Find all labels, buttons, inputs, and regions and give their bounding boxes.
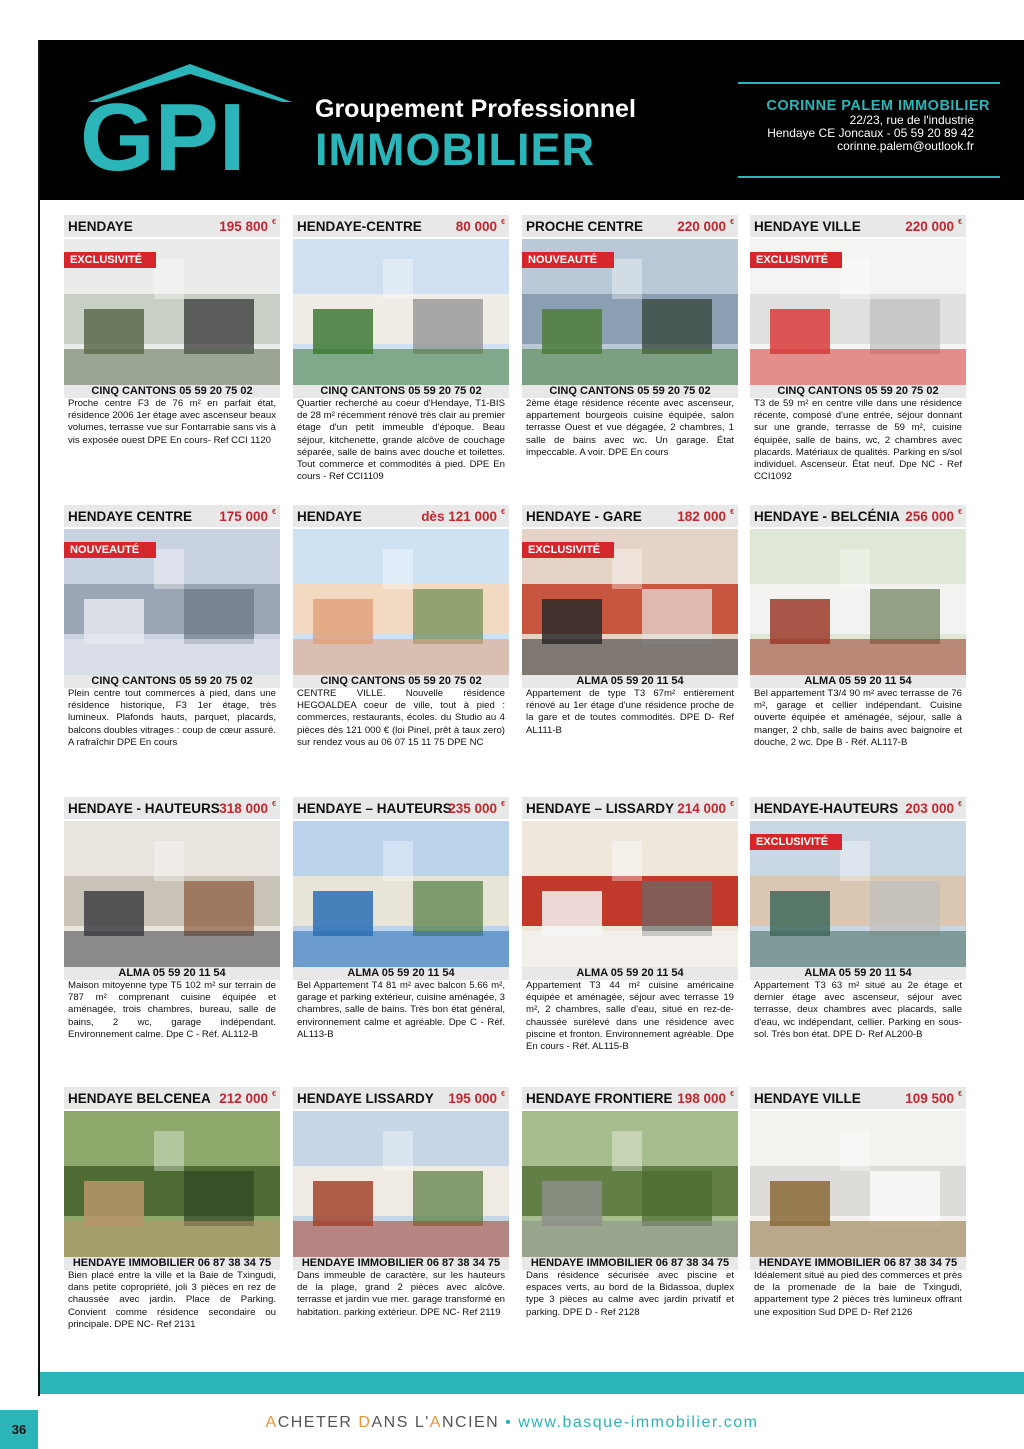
listing-photo[interactable] (522, 821, 738, 967)
listing-photo[interactable] (64, 529, 280, 675)
listing-header (64, 797, 280, 819)
property-photo-scene (64, 821, 280, 967)
listing-description: Appartement de type T3 67m² entièrement rénové au 1er étage d'une résidence proche de la gare et de toutes commodités. DPE D- Ref AL111-B (526, 688, 734, 736)
listing-price (677, 509, 734, 524)
listing-card[interactable] (64, 215, 280, 447)
listing-contact: ALMA 05 59 20 11 54 (750, 967, 966, 980)
listing-price-value: 235 000 (448, 801, 497, 816)
agency-city-phone[interactable]: Hendaye CE Joncaux - 05 59 20 89 42 (767, 126, 974, 140)
currency-mark: € (272, 1091, 276, 1098)
listing-price-value: 195 800 (219, 219, 268, 234)
website-link[interactable]: www.basque-immobilier.com (518, 1414, 759, 1431)
page-number: 36 (0, 1410, 38, 1449)
listing-description: Dans résidence sécurisée avec piscine et espaces verts, au bord de la Bidassoa, duplex type 3 pièces au calme avec jardin privatif et parking. DPE D - Ref 2128 (526, 1270, 734, 1318)
listing-card[interactable] (293, 797, 509, 1041)
listing-price-value: 318 000 (219, 801, 268, 816)
listing-card[interactable] (750, 505, 966, 749)
listing-city: HENDAYE-CENTRE (297, 219, 422, 234)
listing-city: PROCHE CENTRE (526, 219, 644, 234)
listing-city: HENDAYE (297, 509, 362, 524)
listing-badge: NOUVEAUTÉ (522, 252, 614, 268)
listing-card[interactable] (522, 1087, 738, 1319)
listing-city: HENDAYE – LISSARDY (526, 801, 675, 816)
listing-price (219, 801, 276, 816)
tag-c: D (358, 1414, 372, 1431)
listing-price (905, 219, 962, 234)
currency-mark: € (958, 1091, 962, 1098)
listing-header (522, 215, 738, 237)
listing-city: HENDAYE – HAUTEURS (297, 801, 452, 816)
listing-contact: ALMA 05 59 20 11 54 (522, 967, 738, 980)
currency-mark: € (501, 509, 505, 516)
listing-photo[interactable] (522, 1111, 738, 1257)
listing-photo[interactable] (293, 821, 509, 967)
listing-price-value: 203 000 (905, 801, 954, 816)
listing-badge: EXCLUSIVITÉ (64, 252, 156, 268)
currency-mark: € (272, 801, 276, 808)
gpi-house-logo-icon (78, 62, 303, 174)
listing-price-value: 175 000 (219, 509, 268, 524)
listing-price (905, 509, 962, 524)
listing-price (677, 801, 734, 816)
listing-badge: EXCLUSIVITÉ (522, 542, 614, 558)
currency-mark: € (730, 509, 734, 516)
listing-header (64, 1087, 280, 1109)
listing-photo[interactable] (293, 1111, 509, 1257)
property-photo-scene (293, 821, 509, 967)
currency-mark: € (272, 509, 276, 516)
listing-description: Proche centre F3 de 76 m² en parfait état, résidence 2006 1er étage avec ascenseur beaux volumes, terrasse vue sur Fontarrabie sans vis à vis exposée ouest DPE En cours- Ref CCI 1120 (68, 398, 276, 446)
listing-contact: ALMA 05 59 20 11 54 (64, 967, 280, 980)
footer-tagline (0, 1414, 1024, 1432)
listing-price-value: 220 000 (905, 219, 954, 234)
listing-price (455, 219, 505, 234)
listing-contact: CINQ CANTONS 05 59 20 75 02 (64, 385, 280, 398)
listing-card[interactable] (522, 215, 738, 459)
listing-price-value: 195 000 (448, 1091, 497, 1106)
listing-header (293, 1087, 509, 1109)
property-photo-scene (750, 529, 966, 675)
listing-city: HENDAYE - HAUTEURS (68, 801, 220, 816)
listing-photo[interactable] (64, 1111, 280, 1257)
listing-description: Plein centre tout commerces à pied, dans une résidence historique, F3 1er étage, très lumineux. Plafonds hauts, parquet, placards, balcons doubles vitrages : coup de cœur assuré. A rafraîchir DPE En cours (68, 688, 276, 748)
currency-mark: € (958, 219, 962, 226)
listing-header (750, 797, 966, 819)
listing-price-value: 198 000 (677, 1091, 726, 1106)
listing-contact: HENDAYE IMMOBILIER 06 87 38 34 75 (293, 1257, 509, 1270)
listing-header (64, 505, 280, 527)
listing-contact: CINQ CANTONS 05 59 20 75 02 (64, 675, 280, 688)
tag-sep: • (499, 1414, 519, 1431)
tag-d: ANS L' (371, 1414, 430, 1431)
listing-price-value: 212 000 (219, 1091, 268, 1106)
listing-price-value: 80 000 (455, 219, 497, 234)
listing-city: HENDAYE CENTRE (68, 509, 193, 524)
listing-contact: ALMA 05 59 20 11 54 (293, 967, 509, 980)
logo-text: GPI (80, 84, 246, 174)
listing-card[interactable] (293, 1087, 509, 1319)
tag-b: CHETER (277, 1414, 359, 1431)
listing-price (219, 1091, 276, 1106)
listing-card[interactable] (522, 505, 738, 737)
listing-city: HENDAYE (68, 219, 133, 234)
currency-mark: € (730, 1091, 734, 1098)
currency-mark: € (501, 801, 505, 808)
listing-contact: HENDAYE IMMOBILIER 06 87 38 34 75 (750, 1257, 966, 1270)
listing-photo[interactable] (522, 529, 738, 675)
currency-mark: € (272, 219, 276, 226)
listing-price-value: 214 000 (677, 801, 726, 816)
listing-card[interactable] (750, 215, 966, 483)
listing-price (219, 219, 276, 234)
currency-mark: € (730, 219, 734, 226)
listing-price (677, 219, 734, 234)
listing-city: HENDAYE - BELCÉNIA (754, 509, 900, 524)
listing-card[interactable] (750, 797, 966, 1041)
listing-card[interactable] (750, 1087, 966, 1319)
listing-price-value: 109 500 (905, 1091, 954, 1106)
listing-city: HENDAYE - GARE (526, 509, 642, 524)
listing-contact: CINQ CANTONS 05 59 20 75 02 (293, 675, 509, 688)
listing-photo[interactable] (64, 239, 280, 385)
listing-contact: CINQ CANTONS 05 59 20 75 02 (522, 385, 738, 398)
listing-description: CENTRE VILLE. Nouvelle résidence HEGOALDEA coeur de ville, tout à pied : commerces, restaurants, écoles. du Studio au 4 pièces dès 121 000 € (loi Pinel, prêt à taux zero) sur rendez vous au 06 07 15 11 75 DPE NC (297, 688, 505, 748)
listing-contact: CINQ CANTONS 05 59 20 75 02 (293, 385, 509, 398)
listing-header (750, 505, 966, 527)
brand-line1: Groupement Professionnel (315, 95, 636, 123)
currency-mark: € (958, 801, 962, 808)
listing-contact: HENDAYE IMMOBILIER 06 87 38 34 75 (522, 1257, 738, 1270)
listing-city: HENDAYE VILLE (754, 1091, 861, 1106)
listing-card[interactable] (64, 1087, 280, 1331)
listing-description: T3 de 59 m² en centre ville dans une résidence récente, composé d'une entrée, séjour donnant sur une grande, terrasse de 59 m², cuisine équipée, salle de bains, wc, 2 chambres avec placards. Matériaux de qualités. Parking en s/sol individuel. Ascenseur. État neuf. Dpe NC - Ref CCI1092 (754, 398, 962, 483)
listing-description: Maison mitoyenne type T5 102 m² sur terrain de 787 m² comprenant cuisine équipée et aménagée, trois chambres, bureau, salle de bains, 2 wc, garage indépendant. Environnement calme. Dpe C - Réf. AL112-B (68, 980, 276, 1040)
agency-block (738, 82, 1000, 178)
listing-photo[interactable] (750, 239, 966, 385)
listing-header (293, 797, 509, 819)
listing-price (905, 801, 962, 816)
listing-price (421, 509, 505, 524)
currency-mark: € (730, 801, 734, 808)
listing-header (522, 1087, 738, 1109)
listing-description: Appartement T3 44 m² cuisine américaine équipée et aménagée, séjour avec terrasse 19 m², 2 chambres, salle d'eau, situé en rez-de-chaussée surélevé dans une résidence avec piscine et fronton. Environnement agréable. Dpe En cours - Réf. AL115-B (526, 980, 734, 1053)
listing-card[interactable] (64, 797, 280, 1041)
tag-a: A (265, 1414, 278, 1431)
listing-price-value: 182 000 (677, 509, 726, 524)
listing-city: HENDAYE VILLE (754, 219, 861, 234)
listing-city: HENDAYE-HAUTEURS (754, 801, 899, 816)
listing-badge: EXCLUSIVITÉ (750, 834, 842, 850)
listing-header (522, 797, 738, 819)
tag-f: NCIEN (441, 1414, 500, 1431)
tag-e: A (429, 1414, 442, 1431)
listing-description: 2ème étage résidence récente avec ascenseur, appartement bourgeois cuisine équipée, salon terrasse Ouest et vue dégagée, 2 chambres, 1 salle de bains avec wc. Un garage. État impeccable. A voir. DPE En cours (526, 398, 734, 458)
listing-photo[interactable] (522, 239, 738, 385)
listing-card[interactable] (64, 505, 280, 749)
listing-contact: HENDAYE IMMOBILIER 06 87 38 34 75 (64, 1257, 280, 1270)
listing-card[interactable] (293, 215, 509, 483)
listing-description: Idéalement situé au pied des commerces et près de la promenade de la baie de Txingudi, appartement type 2 pièces très lumineux offrant une exposition Sud DPE D- Ref 2126 (754, 1270, 962, 1318)
listing-city: HENDAYE FRONTIERE (526, 1091, 673, 1106)
listing-price (448, 801, 505, 816)
listing-description: Bien placé entre la ville et la Baie de Txingudi, dans petite copropriété, joli 3 pièces en rez de chaussée avec jardin. Place de Parking. Convient comme résidence secondaire ou principale. DPE NC- Ref 2131 (68, 1270, 276, 1330)
listing-header (293, 505, 509, 527)
listing-card[interactable] (522, 797, 738, 1053)
listing-price (677, 1091, 734, 1106)
listing-photo[interactable] (750, 821, 966, 967)
listing-city: HENDAYE BELCENEA (68, 1091, 211, 1106)
property-photo-scene (750, 1111, 966, 1257)
currency-mark: € (501, 1091, 505, 1098)
currency-mark: € (958, 509, 962, 516)
listing-card[interactable] (293, 505, 509, 749)
agency-email[interactable]: corinne.palem@outlook.fr (837, 139, 974, 153)
property-photo-scene (64, 1111, 280, 1257)
listing-price (219, 509, 276, 524)
listing-price (448, 1091, 505, 1106)
listing-photo[interactable] (293, 529, 509, 675)
property-photo-scene (293, 239, 509, 385)
listing-header (750, 215, 966, 237)
footer-band (40, 1372, 1024, 1394)
currency-mark: € (501, 219, 505, 226)
property-photo-scene (522, 1111, 738, 1257)
listing-photo[interactable] (750, 529, 966, 675)
listing-header (750, 1087, 966, 1109)
listing-description: Quartier recherché au coeur d'Hendaye, T1-BIS de 28 m² récemment rénové très clair au premier étage d'un petit immeuble d'époque. Beau séjour, kitchenette, grande alcôve de couchage séparée, salle de bains avec douche et toilettes. Tout commerce et commodités à pied. DPE En cours - Ref CCI1109 (297, 398, 505, 483)
listing-description: Dans immeuble de caractère, sur les hauteurs de la plage, grand 2 pièces avec alcôve. terrasse et jardin vue mer. garage transformé en habitation. parking extérieur. DPE NC- Ref 2119 (297, 1270, 505, 1318)
listing-contact: ALMA 05 59 20 11 54 (750, 675, 966, 688)
agency-name: CORINNE PALEM IMMOBILIER (766, 98, 990, 114)
listing-badge: NOUVEAUTÉ (64, 542, 156, 558)
property-photo-scene (293, 529, 509, 675)
listing-photo[interactable] (293, 239, 509, 385)
listing-price-value: 220 000 (677, 219, 726, 234)
agency-address: 22/23, rue de l'industrie (849, 113, 974, 127)
listing-description: Appartement T3 63 m² situé au 2e étage et dernier étage avec ascenseur, séjour avec terrasse, deux chambres avec placards, salle d'eau, wc indépendant, cellier. Parking en sous-sol. Très bon état. DPE D- Ref AL200-B (754, 980, 962, 1040)
listing-price-value: 256 000 (905, 509, 954, 524)
listing-description: Bel Appartement T4 81 m² avec balcon 5.66 m², garage et parking extérieur, cuisine aménagée, 3 chambres, salle de bains. Très bon état général, environnement calme et agréable. Dpe C - Réf. AL113-B (297, 980, 505, 1040)
listing-price (905, 1091, 962, 1106)
listing-photo[interactable] (750, 1111, 966, 1257)
property-photo-scene (293, 1111, 509, 1257)
brand-line2: IMMOBILIER (315, 124, 595, 175)
listing-photo[interactable] (64, 821, 280, 967)
listing-contact: ALMA 05 59 20 11 54 (522, 675, 738, 688)
listing-header (522, 505, 738, 527)
listing-price-value: dès 121 000 (421, 509, 497, 524)
listing-city: HENDAYE LISSARDY (297, 1091, 434, 1106)
listing-badge: EXCLUSIVITÉ (750, 252, 842, 268)
listing-contact: CINQ CANTONS 05 59 20 75 02 (750, 385, 966, 398)
listing-header (64, 215, 280, 237)
property-photo-scene (522, 821, 738, 967)
listing-description: Bel appartement T3/4 90 m² avec terrasse de 76 m², garage et cellier indépendant. Cuisine ouverte équipée et aménagée, séjour, salle à manger, 2 chb, salle de bains avec baignoire et douche, 2 wc. Dpe B - Réf. AL117-B (754, 688, 962, 748)
listing-header (293, 215, 509, 237)
